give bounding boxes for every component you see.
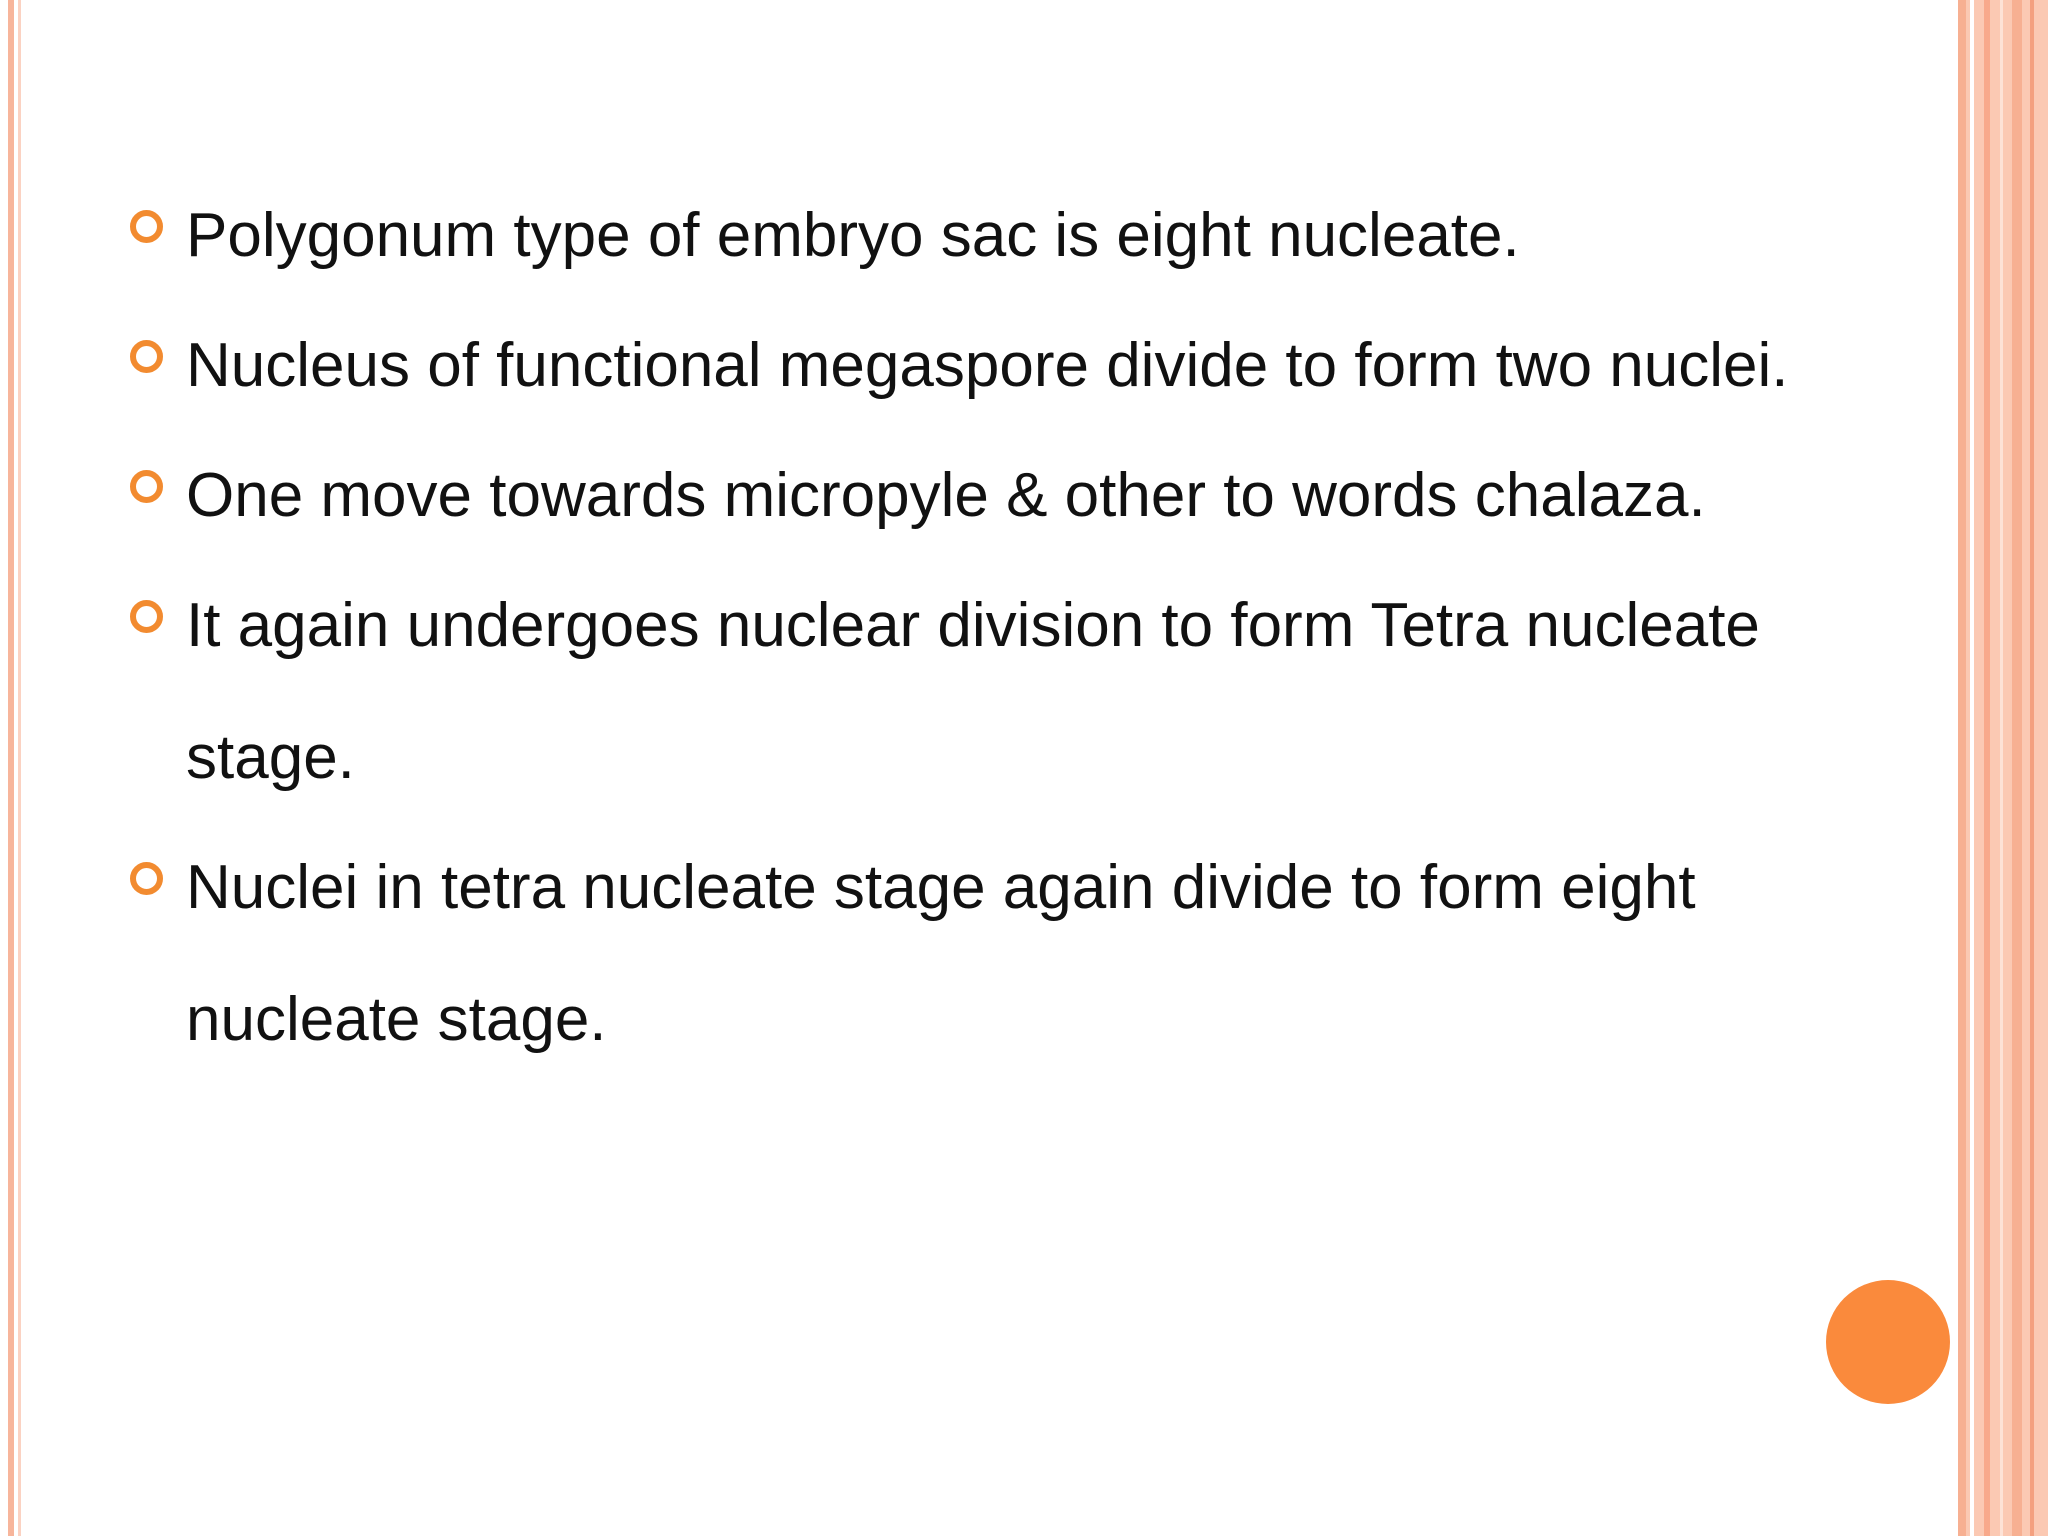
ring-bullet-icon: [130, 600, 163, 633]
ring-bullet-icon: [130, 340, 163, 373]
right-border-line: [2012, 0, 2022, 1536]
right-border-line-light: [2000, 0, 2003, 1536]
list-item: [124, 822, 1804, 1086]
right-border-line: [1984, 0, 1990, 1536]
ring-bullet-icon: [130, 470, 163, 503]
bullet-text: One move towards micropyle & other to words chalaza.: [186, 461, 1706, 530]
orange-circle-icon: [1826, 1280, 1950, 1404]
list-item: [124, 300, 1804, 432]
bullet-list: [124, 186, 1804, 1100]
list-item: [124, 430, 1804, 562]
ring-bullet-icon: [130, 862, 163, 895]
right-border-gap: [1970, 0, 1974, 1536]
bullet-text: Polygonum type of embryo sac is eight nucleate.: [186, 201, 1520, 270]
right-border-line: [2030, 0, 2034, 1536]
list-item: [124, 560, 1804, 824]
ring-bullet-icon: [130, 210, 163, 243]
left-border-line-thin: [18, 0, 21, 1536]
right-border-line: [1958, 0, 1966, 1536]
bullet-text: It again undergoes nuclear division to form Tetra nucleate stage.: [186, 591, 1760, 792]
bullet-text: Nuclei in tetra nucleate stage again divide to form eight nucleate stage.: [186, 853, 1696, 1054]
list-item: [124, 170, 1804, 302]
bullet-text: Nucleus of functional megaspore divide to form two nuclei.: [186, 331, 1789, 400]
left-border-line: [8, 0, 14, 1536]
